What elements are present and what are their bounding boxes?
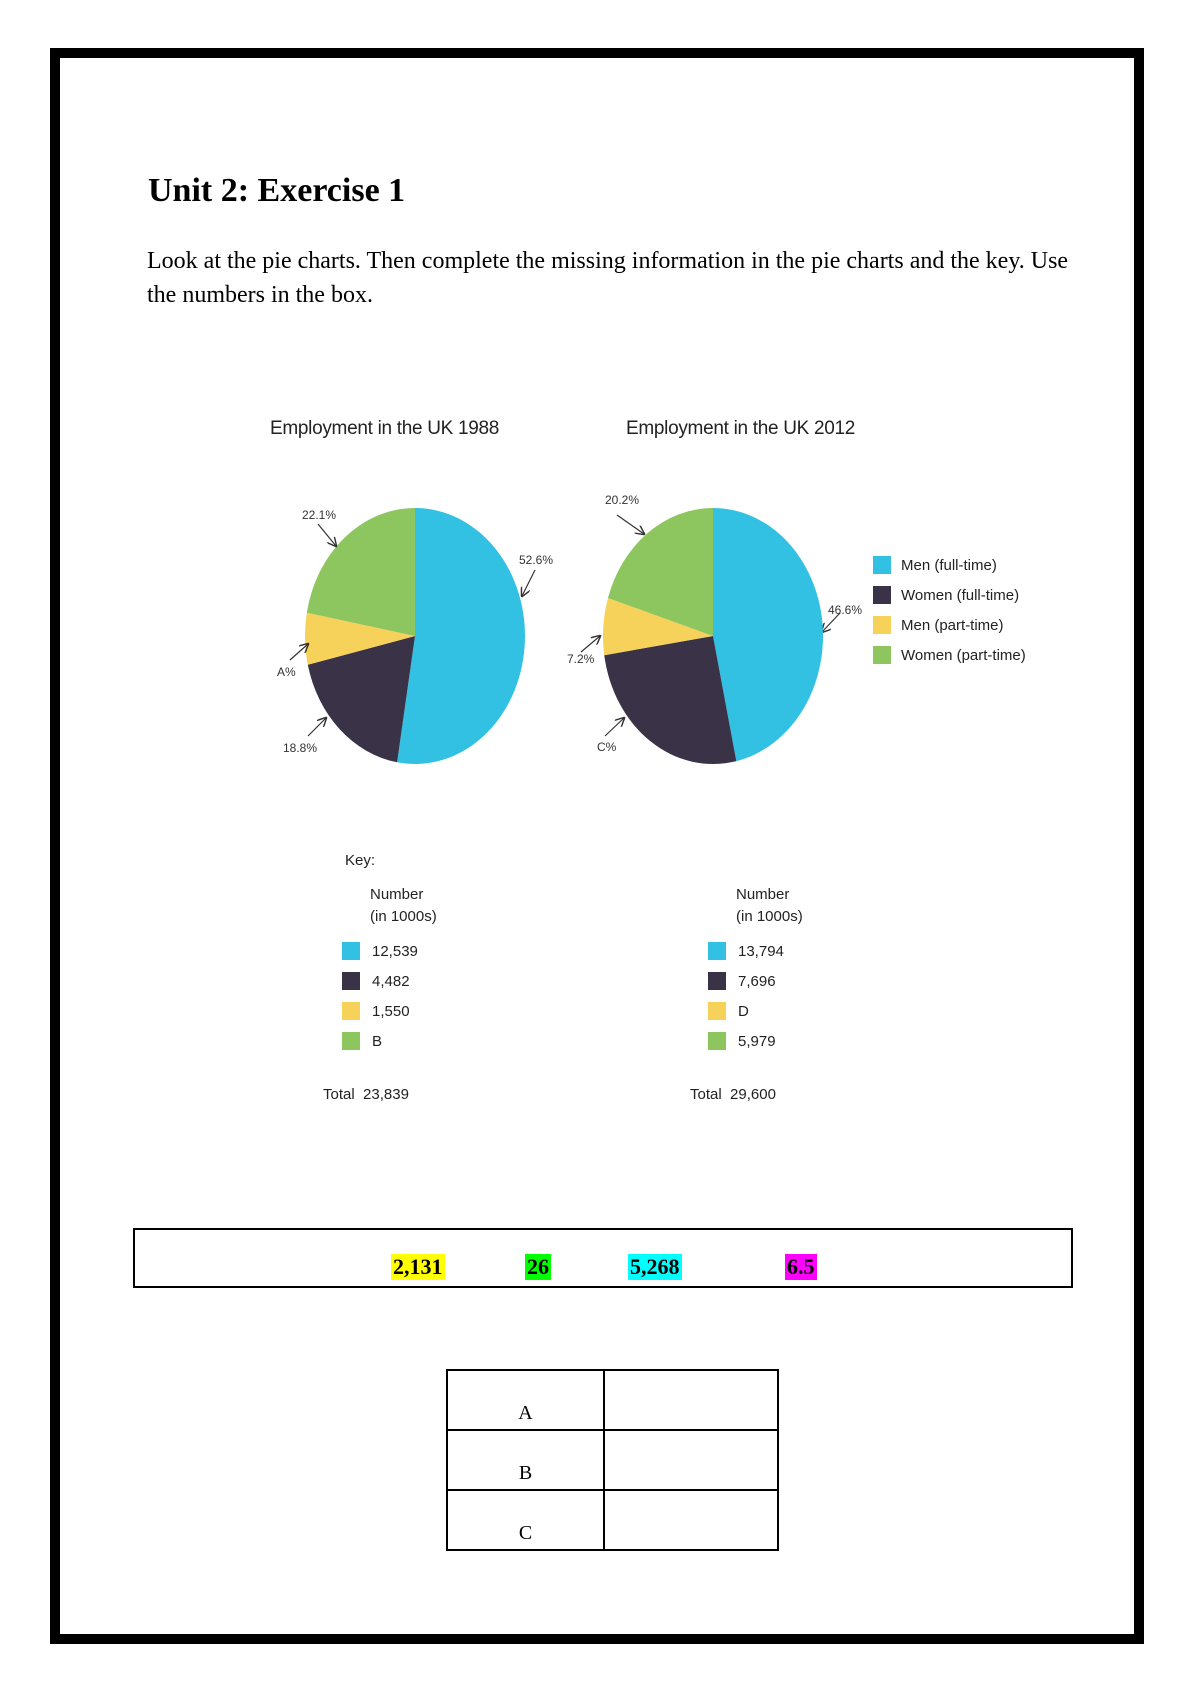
- legend-swatch: [873, 646, 891, 664]
- answer-label: A: [447, 1370, 604, 1430]
- key-value: 4,482: [372, 972, 410, 990]
- key-title: Key:: [345, 852, 376, 869]
- number-box: [133, 1228, 1073, 1288]
- legend-swatch: [873, 616, 891, 634]
- pie-slice-women-full: [604, 636, 736, 764]
- number-option: 2,131: [393, 1254, 443, 1279]
- key-value: 12,539: [372, 942, 418, 960]
- legend-item-men-part: [873, 610, 1026, 640]
- legend-swatch: [873, 586, 891, 604]
- number-option: 6.5: [787, 1254, 815, 1279]
- key-value: 5,979: [738, 1032, 776, 1050]
- total-label: Total: [690, 1086, 722, 1103]
- answer-cell[interactable]: [604, 1370, 778, 1430]
- answer-row-b: [447, 1430, 778, 1490]
- key-row-men-full: [708, 936, 803, 966]
- pie-slice-men-full: [713, 508, 823, 761]
- key-swatch: [708, 1032, 726, 1050]
- key-column-2012: [708, 884, 803, 1056]
- pie-1988-label-women-full: 18.8%: [283, 741, 318, 755]
- key-row-men-part: [342, 996, 437, 1026]
- answer-table: [446, 1369, 779, 1551]
- pie-chart-2012: [598, 506, 828, 772]
- chart-title-2012: Employment in the UK 2012: [626, 418, 856, 439]
- total-1988: [323, 1086, 409, 1103]
- key-row-women-full: [342, 966, 437, 996]
- chart-title-1988: Employment in the UK 1988: [270, 418, 500, 439]
- key-row-men-full: [342, 936, 437, 966]
- legend-item-men-full: [873, 550, 1026, 580]
- answer-row-c: [447, 1490, 778, 1550]
- key-column-1988: [342, 884, 437, 1056]
- pie-1988-label-men-part: A%: [277, 665, 296, 679]
- legend-label: Men (part-time): [901, 616, 1004, 634]
- pie-2012-label-men-part: 7.2%: [567, 652, 595, 666]
- key-value: 13,794: [738, 942, 784, 960]
- answer-row-a: [447, 1370, 778, 1430]
- key-row-men-part: [708, 996, 803, 1026]
- answer-cell[interactable]: [604, 1430, 778, 1490]
- pie-1988-label-women-part: 22.1%: [302, 508, 337, 522]
- legend-item-women-full: [873, 580, 1026, 610]
- pie-2012-label-women-part: 20.2%: [605, 493, 640, 507]
- key-row-women-full: [708, 966, 803, 996]
- total-2012: [690, 1086, 776, 1103]
- instructions-text: Look at the pie charts. Then complete the missing information in the pie charts and the key. Use the numbers in the box.: [147, 248, 1069, 308]
- key-swatch: [342, 942, 360, 960]
- total-label: Total: [323, 1086, 355, 1103]
- key-heading: Number (in 1000s): [370, 886, 437, 925]
- legend-label: Women (full-time): [901, 586, 1020, 604]
- chart-legend: [873, 550, 1026, 670]
- key-row-women-part: [342, 1026, 437, 1056]
- legend-label: Women (part-time): [901, 646, 1026, 664]
- key-heading: Number (in 1000s): [736, 886, 803, 925]
- exercise-title: Unit 2: Exercise 1: [148, 172, 406, 209]
- total-value: 29,600: [730, 1086, 776, 1103]
- key-swatch: [342, 1032, 360, 1050]
- answer-label: B: [447, 1430, 604, 1490]
- answer-cell[interactable]: [604, 1490, 778, 1550]
- key-swatch: [342, 1002, 360, 1020]
- number-option: 5,268: [630, 1254, 680, 1279]
- legend-item-women-part: [873, 640, 1026, 670]
- key-swatch: [708, 942, 726, 960]
- total-value: 23,839: [363, 1086, 409, 1103]
- key-value: 7,696: [738, 972, 776, 990]
- key-value: 1,550: [372, 1002, 410, 1020]
- pie-2012-label-women-full: C%: [597, 740, 617, 754]
- pie-1988-label-men-full: 52.6%: [519, 553, 554, 567]
- key-row-women-part: [708, 1026, 803, 1056]
- number-option: 26: [527, 1254, 549, 1279]
- legend-label: Men (full-time): [901, 556, 997, 574]
- key-swatch: [342, 972, 360, 990]
- key-swatch: [708, 1002, 726, 1020]
- answer-label: C: [447, 1490, 604, 1550]
- key-swatch: [708, 972, 726, 990]
- legend-swatch: [873, 556, 891, 574]
- pie-2012-label-men-full: 46.6%: [828, 603, 863, 617]
- key-value: D: [738, 1002, 749, 1020]
- key-value: B: [372, 1032, 383, 1050]
